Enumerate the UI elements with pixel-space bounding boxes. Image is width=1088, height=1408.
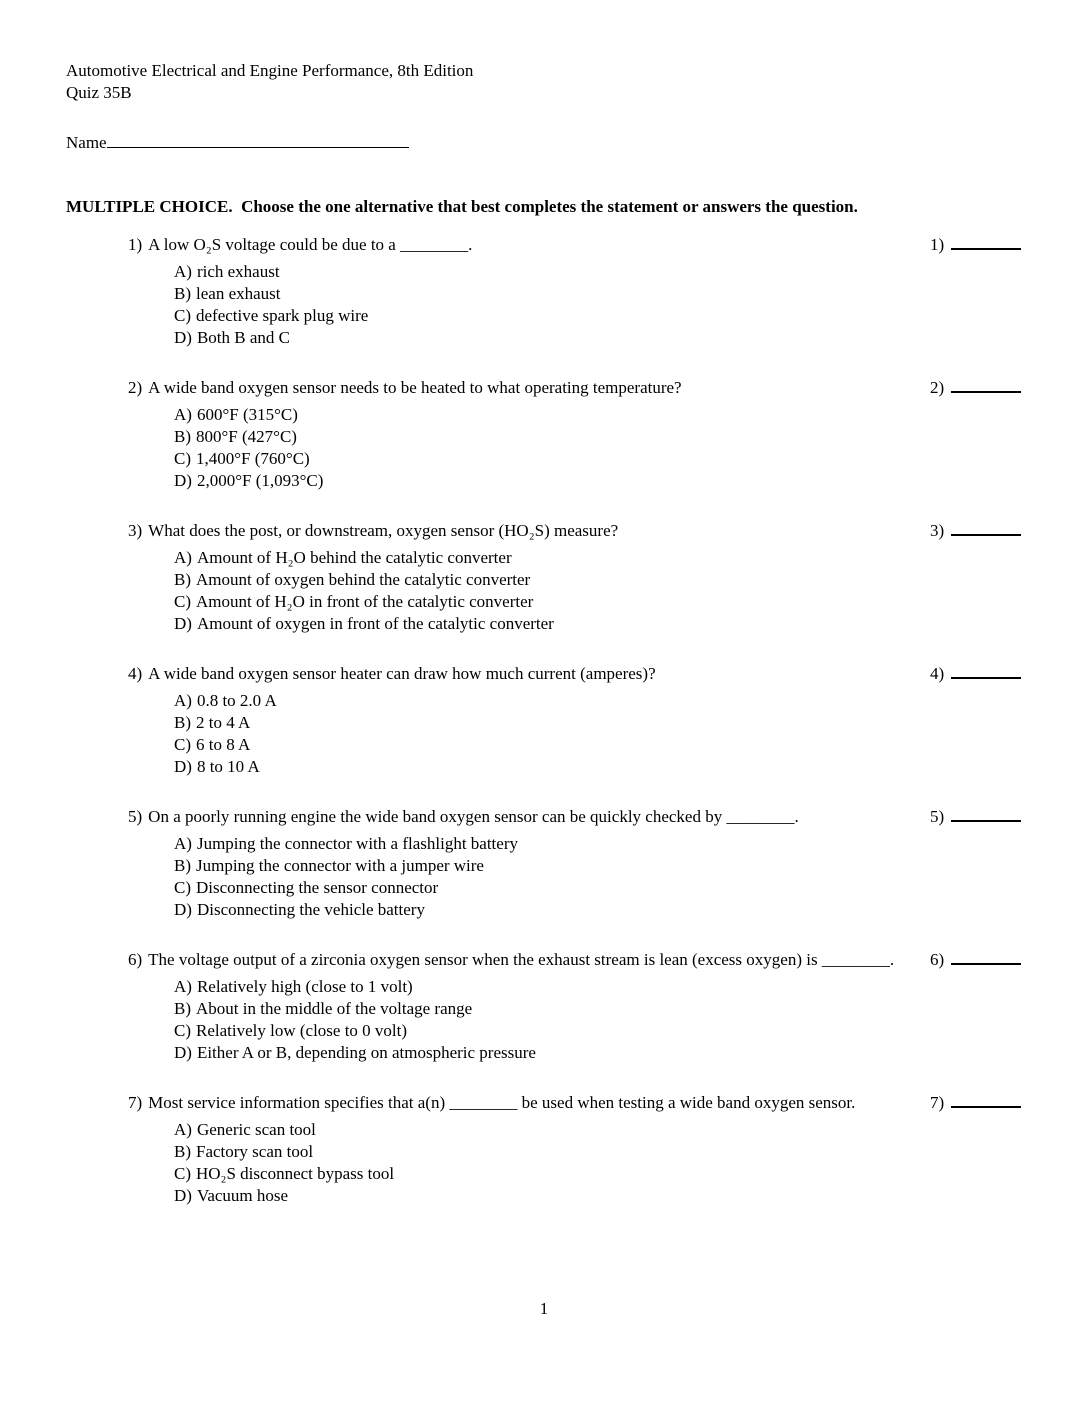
option-list	[128, 404, 908, 492]
option-text: 0.8 to 2.0 A	[196, 691, 277, 710]
question-row-1	[128, 234, 1026, 349]
option-letter: A)	[174, 1120, 192, 1139]
question-content	[128, 949, 908, 1064]
option-list	[128, 547, 908, 635]
option-text: 800°F (427°C)	[196, 427, 297, 446]
option-letter: D)	[174, 614, 192, 633]
question-number: 6)	[128, 950, 143, 969]
option-letter: D)	[174, 328, 192, 347]
question-content	[128, 377, 908, 492]
option-letter: B)	[174, 856, 191, 875]
option-c	[174, 734, 908, 756]
option-text: 2 to 4 A	[196, 713, 251, 732]
answer-slot	[930, 234, 1026, 256]
option-letter: C)	[174, 1164, 191, 1183]
option-d	[174, 756, 908, 778]
option-a	[174, 261, 908, 283]
option-letter: B)	[174, 570, 191, 589]
option-list	[128, 261, 908, 349]
question-stem: The voltage output of a zirconia oxygen sensor when the exhaust stream is lean (excess oxygen) is ________.	[148, 950, 895, 969]
answer-blank-line[interactable]	[951, 1093, 1021, 1108]
option-letter: D)	[174, 1043, 192, 1062]
option-text: 600°F (315°C)	[196, 405, 298, 424]
option-text: Relatively low (close to 0 volt)	[196, 1021, 408, 1040]
option-text: Amount of oxygen in front of the catalytic converter	[196, 614, 554, 633]
instructions: MULTIPLE CHOICE. Choose the one alternative that best completes the statement or answers the question.	[66, 197, 858, 216]
option-letter: A)	[174, 977, 192, 996]
question-number: 1)	[128, 235, 143, 254]
option-c	[174, 591, 908, 613]
option-letter: A)	[174, 834, 192, 853]
option-letter: C)	[174, 1021, 191, 1040]
answer-blank-line[interactable]	[951, 521, 1021, 536]
option-c	[174, 877, 908, 899]
option-letter: C)	[174, 592, 191, 611]
option-letter: B)	[174, 999, 191, 1018]
option-d	[174, 470, 908, 492]
option-text: Disconnecting the vehicle battery	[196, 900, 425, 919]
page-number: 1	[539, 1299, 549, 1318]
question-content	[128, 663, 908, 778]
question-row-2	[128, 377, 1026, 492]
question-row-3	[128, 520, 1026, 635]
option-list	[128, 690, 908, 778]
option-text: 6 to 8 A	[196, 735, 251, 754]
question-content	[128, 806, 908, 921]
question-number: 3)	[128, 521, 143, 540]
option-text: Jumping the connector with a flashlight battery	[196, 834, 518, 853]
option-d	[174, 899, 908, 921]
answer-number: 5)	[930, 807, 945, 826]
question-stem: What does the post, or downstream, oxygen sensor (HO₂S) measure?	[148, 521, 619, 540]
option-d	[174, 1042, 908, 1064]
option-b	[174, 712, 908, 734]
option-letter: B)	[174, 713, 191, 732]
question-number: 2)	[128, 378, 143, 397]
question-row-4	[128, 663, 1026, 778]
option-a	[174, 1119, 908, 1141]
option-list	[128, 976, 908, 1064]
answer-blank-line[interactable]	[951, 950, 1021, 965]
option-letter: A)	[174, 548, 192, 567]
option-a	[174, 404, 908, 426]
question-number: 7)	[128, 1093, 143, 1112]
option-text: 1,400°F (760°C)	[196, 449, 310, 468]
option-letter: A)	[174, 691, 192, 710]
question-row-5	[128, 806, 1026, 921]
option-letter: B)	[174, 427, 191, 446]
answer-number: 1)	[930, 235, 945, 254]
answer-number: 7)	[930, 1093, 945, 1112]
option-text: Amount of H₂O behind the catalytic converter	[196, 548, 512, 567]
option-text: lean exhaust	[196, 284, 281, 303]
option-d	[174, 613, 908, 635]
option-a	[174, 976, 908, 998]
question-stem: A wide band oxygen sensor needs to be heated to what operating temperature?	[148, 378, 682, 397]
quiz-title: Quiz 35B	[66, 83, 132, 102]
option-letter: D)	[174, 757, 192, 776]
option-letter: D)	[174, 900, 192, 919]
option-d	[174, 327, 908, 349]
answer-number: 3)	[930, 521, 945, 540]
answer-number: 6)	[930, 950, 945, 969]
option-b	[174, 283, 908, 305]
option-text: Amount of oxygen behind the catalytic converter	[196, 570, 531, 589]
answer-blank-line[interactable]	[951, 664, 1021, 679]
option-text: Generic scan tool	[196, 1120, 316, 1139]
answer-number: 4)	[930, 664, 945, 683]
option-text: About in the middle of the voltage range	[196, 999, 473, 1018]
option-text: 8 to 10 A	[196, 757, 260, 776]
option-letter: C)	[174, 449, 191, 468]
option-letter: A)	[174, 262, 192, 281]
answer-slot	[930, 663, 1026, 685]
option-list	[128, 833, 908, 921]
question-number: 5)	[128, 807, 143, 826]
question-row-6	[128, 949, 1026, 1064]
option-text: rich exhaust	[196, 262, 280, 281]
option-letter: B)	[174, 1142, 191, 1161]
option-text: Relatively high (close to 1 volt)	[196, 977, 413, 996]
option-b	[174, 426, 908, 448]
option-b	[174, 569, 908, 591]
option-text: Either A or B, depending on atmospheric pressure	[196, 1043, 536, 1062]
question-stem: Most service information specifies that a(n) ________ be used when testing a wide band oxygen sensor.	[148, 1093, 856, 1112]
question-row-7	[128, 1092, 1026, 1207]
question-stem: A wide band oxygen sensor heater can draw how much current (amperes)?	[148, 664, 656, 683]
option-text: Amount of H₂O in front of the catalytic converter	[196, 592, 534, 611]
question-content	[128, 234, 908, 349]
option-text: HO₂S disconnect bypass tool	[196, 1164, 395, 1183]
answer-blank-line[interactable]	[951, 378, 1021, 393]
option-b	[174, 855, 908, 877]
option-letter: D)	[174, 471, 192, 490]
option-c	[174, 448, 908, 470]
name-label: Name	[66, 133, 107, 152]
question-content	[128, 1092, 908, 1207]
answer-blank-line[interactable]	[951, 807, 1021, 822]
name-blank-line[interactable]	[107, 133, 409, 148]
answer-slot	[930, 520, 1026, 542]
question-content	[128, 520, 908, 635]
option-letter: C)	[174, 306, 191, 325]
answer-slot	[930, 1092, 1026, 1114]
answer-slot	[930, 949, 1026, 971]
option-d	[174, 1185, 908, 1207]
book-title: Automotive Electrical and Engine Performance, 8th Edition	[66, 61, 474, 80]
option-letter: D)	[174, 1186, 192, 1205]
option-text: Vacuum hose	[196, 1186, 289, 1205]
option-a	[174, 690, 908, 712]
option-a	[174, 833, 908, 855]
option-a	[174, 547, 908, 569]
document-header	[66, 60, 1026, 104]
option-letter: B)	[174, 284, 191, 303]
option-text: Jumping the connector with a jumper wire	[196, 856, 484, 875]
answer-blank-line[interactable]	[951, 235, 1021, 250]
question-stem: On a poorly running engine the wide band oxygen sensor can be quickly checked by ________.	[148, 807, 799, 826]
answer-slot	[930, 806, 1026, 828]
option-letter: C)	[174, 878, 191, 897]
name-row	[66, 132, 1026, 154]
option-b	[174, 1141, 908, 1163]
option-text: 2,000°F (1,093°C)	[196, 471, 324, 490]
option-letter: C)	[174, 735, 191, 754]
question-stem: A low O₂S voltage could be due to a ________.	[148, 235, 473, 254]
option-list	[128, 1119, 908, 1207]
option-text: Both B and C	[196, 328, 290, 347]
option-c	[174, 1020, 908, 1042]
option-text: Factory scan tool	[196, 1142, 314, 1161]
option-text: Disconnecting the sensor connector	[196, 878, 439, 897]
option-letter: A)	[174, 405, 192, 424]
answer-slot	[930, 377, 1026, 399]
option-c	[174, 1163, 908, 1185]
option-b	[174, 998, 908, 1020]
option-c	[174, 305, 908, 327]
option-text: defective spark plug wire	[196, 306, 369, 325]
question-number: 4)	[128, 664, 143, 683]
answer-number: 2)	[930, 378, 945, 397]
question-list	[66, 234, 1026, 1207]
